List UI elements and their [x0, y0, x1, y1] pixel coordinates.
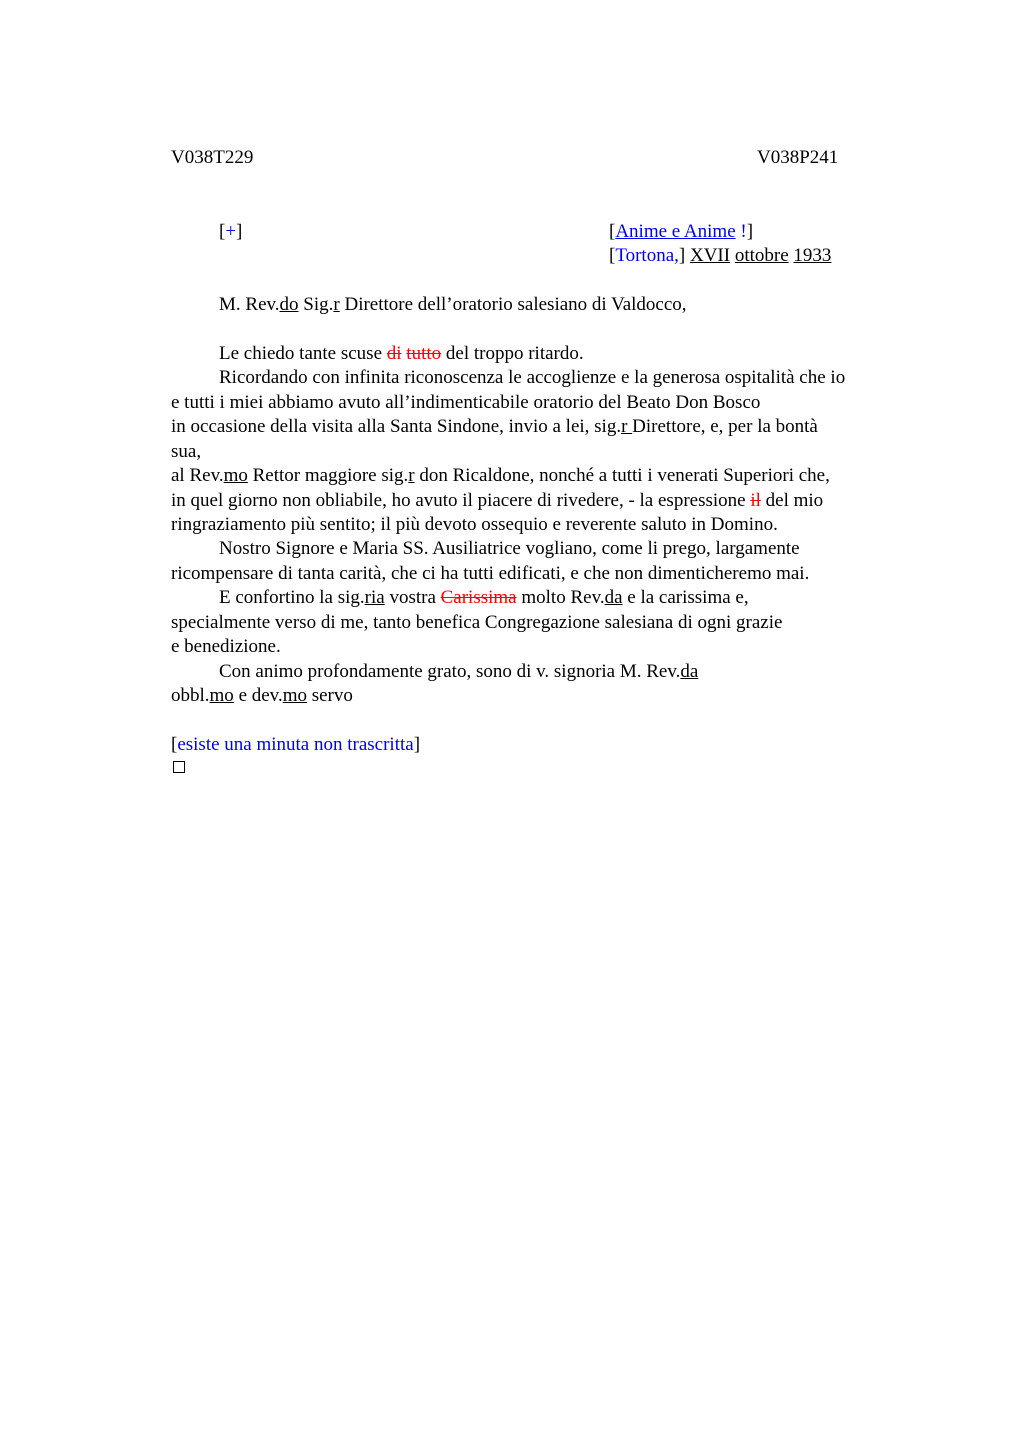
date-year: 1933: [793, 245, 832, 266]
closing-line: Con animo profondamente grato, sono di v. signoria M. Rev.da: [219, 661, 699, 682]
document-code-left: V038T229: [171, 147, 254, 168]
deletion: il: [750, 490, 761, 511]
body-line-2: Ricordando con infinita riconoscenza le accoglienze e la generosa ospitalità che io: [219, 367, 846, 388]
editorial-note-text: esiste una minuta non trascritta: [177, 734, 414, 755]
body-line-11: E confortino la sig.ria vostra Carissima molto Rev.da e la carissima e,: [219, 587, 749, 608]
title-exclamation: !: [740, 221, 747, 242]
letter-dateline: [Tortona,] XVII ottobre 1933: [609, 245, 832, 266]
title-link[interactable]: Anime e Anime: [615, 221, 736, 242]
date-day: XVII: [689, 245, 731, 266]
deletion: tutto: [406, 343, 442, 364]
end-box-icon: [173, 761, 185, 773]
salutation: M. Rev.do Sig.r Direttore dell’oratorio salesiano di Valdocco,: [219, 294, 687, 315]
body-line-10: ricompensare di tanta carità, che ci ha tutti edificati, e che non dimenticheremo mai.: [171, 563, 810, 584]
deletion: di: [386, 343, 402, 364]
letter-title: [Anime e Anime !]: [609, 221, 754, 242]
body-line-13: e benedizione.: [171, 636, 281, 657]
cross-mark: [+]: [219, 221, 243, 242]
body-line-6: al Rev.mo Rettor maggiore sig.r don Ricaldone, nonché a tutti i venerati Superiori che,: [171, 465, 830, 486]
body-line-5: sua,: [171, 441, 202, 462]
deletion: Carissima: [440, 587, 517, 608]
body-line-1: Le chiedo tante scuse di tutto del troppo ritardo.: [219, 343, 584, 364]
body-line-4: in occasione della visita alla Santa Sindone, invio a lei, sig.r Direttore, e, per la bontà: [171, 416, 818, 437]
signature-line: obbl.mo e dev.mo servo: [171, 685, 353, 706]
body-line-3: e tutti i miei abbiamo avuto all’indimenticabile oratorio del Beato Don Bosco: [171, 392, 761, 413]
body-line-8: ringraziamento più sentito; il più devoto ossequio e reverente saluto in Domino.: [171, 514, 778, 535]
body-line-7: in quel giorno non obliabile, ho avuto il piacere di rivedere, - la espressione il del mio: [171, 490, 824, 511]
body-line-12: specialmente verso di me, tanto benefica Congregazione salesiana di ogni grazie: [171, 612, 783, 633]
document-code-right: V038P241: [757, 147, 839, 168]
place: Tortona,: [615, 245, 679, 266]
date-month: ottobre: [734, 245, 789, 266]
cross-symbol: +: [225, 221, 237, 242]
editorial-note: [esiste una minuta non trascritta]: [171, 734, 421, 755]
body-line-9: Nostro Signore e Maria SS. Ausiliatrice vogliano, come li prego, largamente: [219, 538, 800, 559]
